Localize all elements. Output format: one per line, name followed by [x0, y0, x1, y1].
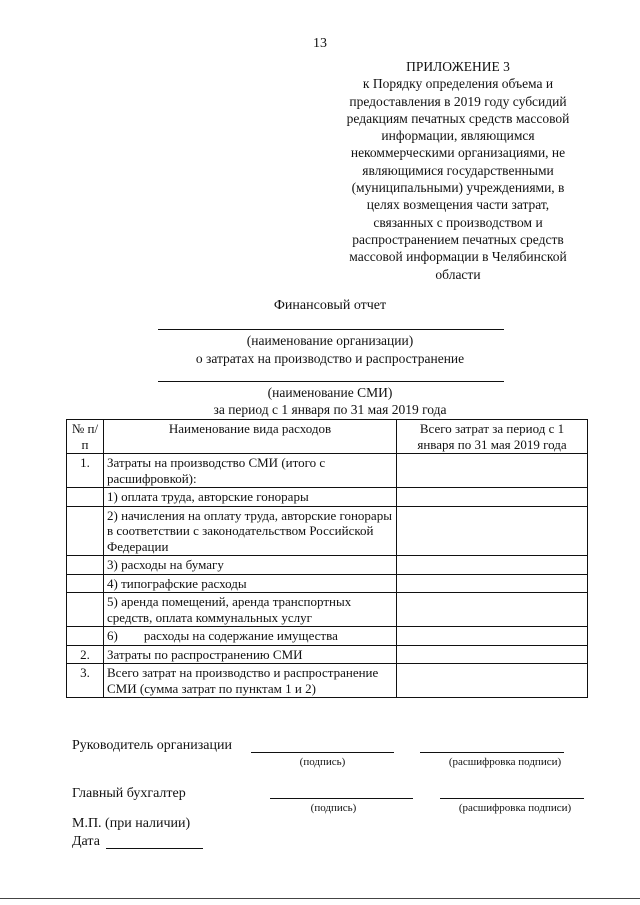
header-total: Всего затрат за период с 1 января по 31 мая 2019 года [397, 420, 588, 454]
row-total-cell[interactable] [397, 556, 588, 575]
row-total-cell[interactable] [397, 506, 588, 556]
row-expense-name: Затраты на производство СМИ (итого с расшифровкой): [104, 454, 397, 488]
head-decode-line[interactable] [420, 752, 564, 753]
row-number: 3. [67, 664, 104, 698]
accountant-decode-line[interactable] [440, 798, 584, 799]
appendix-line: редакциям печатных средств массовой [346, 110, 570, 126]
organization-name-line [158, 329, 504, 330]
table-row [67, 506, 588, 556]
row-expense-name: 3) расходы на бумагу [104, 556, 397, 575]
appendix-line: некоммерческими организациями, не [350, 145, 566, 161]
row-total-cell[interactable] [397, 574, 588, 593]
appendix-line: целях возмещения части затрат, [366, 197, 550, 213]
row-number [67, 574, 104, 593]
row-number: 1. [67, 454, 104, 488]
row-total-cell[interactable] [397, 627, 588, 646]
table-header-row [67, 420, 588, 454]
row-number: 2. [67, 645, 104, 664]
header-expense-name: Наименование вида расходов [104, 420, 397, 454]
row-expense-name: 4) типографские расходы [104, 574, 397, 593]
appendix-line: (муниципальными) учреждениями, в [351, 180, 565, 196]
appendix-line: массовой информации в Челябинской [349, 249, 567, 265]
appendix-title: ПРИЛОЖЕНИЕ 3 [406, 59, 510, 74]
appendix-line: области [435, 266, 481, 282]
header-number: № п/п [67, 420, 104, 454]
appendix-header [318, 58, 598, 283]
table-row [67, 664, 588, 698]
head-signature-line[interactable] [251, 752, 394, 753]
page-number: 13 [313, 36, 327, 51]
table-row [67, 454, 588, 488]
row-number [67, 488, 104, 507]
row-expense-name: 1) оплата труда, авторские гонорары [104, 488, 397, 507]
table-row [67, 574, 588, 593]
row-total-cell[interactable] [397, 488, 588, 507]
appendix-line: предоставления в 2019 году субсидий [349, 93, 567, 109]
organization-caption: (наименование организации) [246, 333, 414, 348]
row-expense-name: 6) расходы на содержание имущества [104, 627, 397, 646]
row-total-cell[interactable] [397, 664, 588, 698]
media-caption: (наименование СМИ) [267, 385, 393, 400]
row-number [67, 593, 104, 627]
row-expense-name: Всего затрат на производство и распространение СМИ (сумма затрат по пунктам 1 и 2) [104, 664, 397, 698]
appendix-line: информации, являющимся [381, 128, 535, 144]
accountant-signature-caption: (подпись) [310, 802, 357, 814]
table-row [67, 645, 588, 664]
report-subject: о затратах на производство и распространение [195, 351, 465, 366]
date-line[interactable] [106, 848, 203, 849]
row-number [67, 506, 104, 556]
appendix-line: распространением печатных средств [352, 231, 564, 247]
accountant-signature-line[interactable] [270, 798, 413, 799]
row-number [67, 556, 104, 575]
row-expense-name: 2) начисления на оплату труда, авторские гонорары в соответствии с законодательством Российской Федерации [104, 506, 397, 556]
page-bottom-rule [0, 898, 640, 899]
expenses-table [66, 419, 588, 698]
accountant-decode-caption: (расшифровка подписи) [458, 802, 572, 814]
row-number [67, 627, 104, 646]
row-total-cell[interactable] [397, 593, 588, 627]
table-row [67, 488, 588, 507]
appendix-line: к Порядку определения объема и [362, 76, 554, 92]
head-signature-caption: (подпись) [299, 756, 346, 768]
row-expense-name: 5) аренда помещений, аренда транспортных средств, оплата коммунальных услуг [104, 593, 397, 627]
table-row [67, 627, 588, 646]
date-label: Дата [72, 834, 100, 849]
row-expense-name: Затраты по распространению СМИ [104, 645, 397, 664]
report-period: за период с 1 января по 31 мая 2019 года [213, 402, 447, 417]
row-total-cell[interactable] [397, 645, 588, 664]
table-row [67, 556, 588, 575]
media-name-line [158, 381, 504, 382]
table-row [67, 593, 588, 627]
report-title: Финансовый отчет [273, 298, 387, 313]
head-decode-caption: (расшифровка подписи) [448, 756, 562, 768]
row-total-cell[interactable] [397, 454, 588, 488]
stamp-label: М.П. (при наличии) [72, 816, 191, 831]
appendix-line: связанных с производством и [373, 214, 543, 230]
appendix-line: являющимися государственными [362, 162, 554, 178]
head-signature-label: Руководитель организации [72, 738, 232, 753]
accountant-signature-label: Главный бухгалтер [72, 786, 186, 801]
